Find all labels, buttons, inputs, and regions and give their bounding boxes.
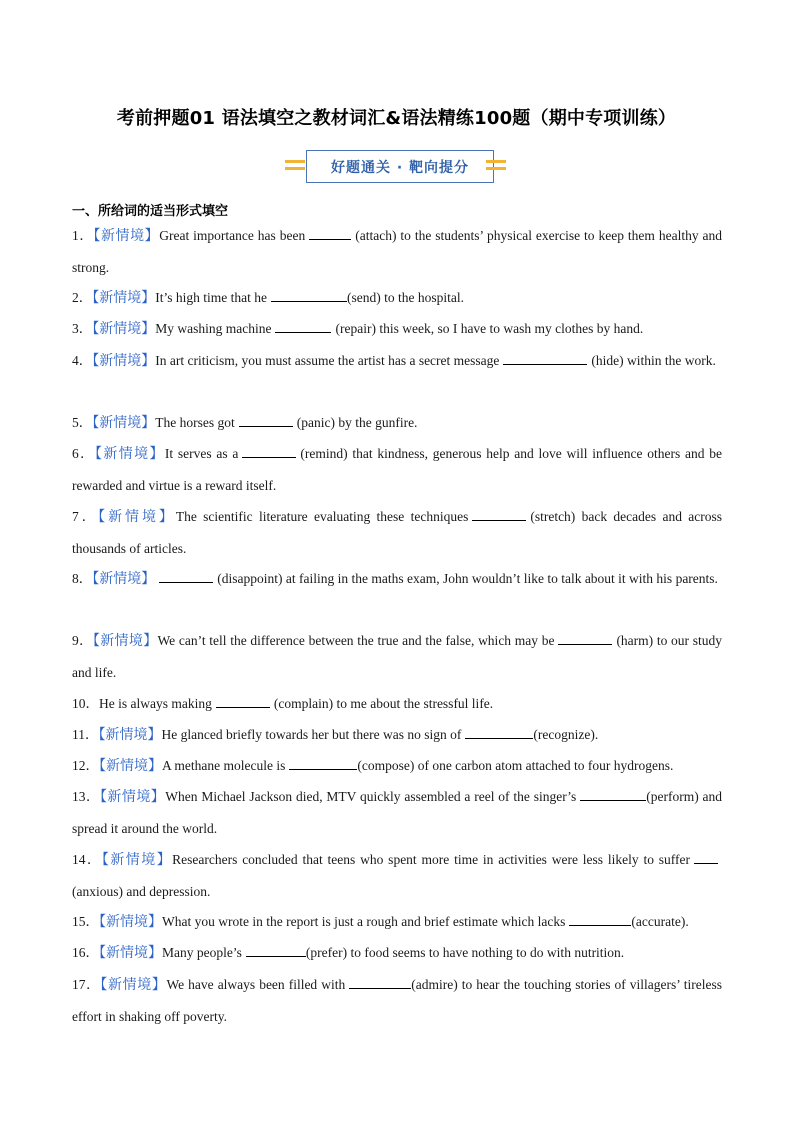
question-17: 17．【新情境】We have always been filled with (admire) to hear the touching stories of villagers’ tireless effort in shaking off poverty. [72, 969, 722, 1032]
question-10: 10．He is always making (complain) to me about the stressful life. [72, 688, 722, 719]
question-13: 13．【新情境】When Michael Jackson died, MTV quickly assembled a reel of the singer’s (perform) and spread it around the world. [72, 781, 722, 844]
question-11: 11．【新情境】He glanced briefly towards her but there was no sign of (recognize). [72, 719, 722, 751]
question-15: 15．【新情境】What you wrote in the report is just a rough and brief estimate which lacks (accurate). [72, 906, 722, 938]
banner-right-decoration-icon [486, 158, 506, 174]
answer-blank[interactable] [472, 506, 526, 521]
new-context-tag: 【新情境】 [101, 852, 173, 868]
answer-blank[interactable] [309, 225, 351, 240]
answer-blank[interactable] [349, 974, 411, 989]
section-heading: 一、所给词的适当形式填空 [72, 204, 229, 219]
new-context-tag: 【新情境】 [100, 977, 167, 993]
question-9: 9．【新情境】We can’t tell the difference between the true and the false, which may be (harm) to our study and life. [72, 625, 722, 688]
answer-blank[interactable] [216, 693, 270, 708]
new-context-tag: 【新情境】 [98, 509, 176, 525]
new-context-tag: 【新情境】 [95, 446, 165, 462]
banner: 好题通关 · 靶向提分 [306, 150, 494, 183]
page-title: 考前押题01 语法填空之教材词汇&语法精练100题（期中专项训练） [116, 108, 677, 129]
question-12: 12．【新情境】A methane molecule is (compose) of one carbon atom attached to four hydrogens. [72, 750, 722, 782]
new-context-tag: 【新情境】 [92, 353, 156, 369]
answer-blank[interactable] [289, 755, 357, 770]
answer-blank[interactable] [275, 318, 331, 333]
answer-blank[interactable] [694, 849, 718, 864]
question-2: 2．【新情境】It’s high time that he (send) to the hospital. [72, 282, 722, 314]
new-context-tag: 【新情境】 [92, 415, 156, 431]
answer-blank[interactable] [503, 350, 587, 365]
question-6: 6．【新情境】It serves as a (remind) that kindness, generous help and love will influence others and be rewarded and virtue is a reward itself. [72, 438, 722, 501]
banner-left-decoration-icon [285, 158, 305, 174]
new-context-tag: 【新情境】 [93, 228, 160, 244]
question-7: 7．【新情境】The scientific literature evaluating these techniques (stretch) back decades and across thousands of articles. [72, 501, 722, 564]
new-context-tag: 【新情境】 [99, 945, 162, 961]
answer-blank[interactable] [246, 942, 306, 957]
new-context-tag: 【新情境】 [99, 758, 162, 774]
new-context-tag: 【新情境】 [92, 290, 156, 306]
question-16: 16．【新情境】Many people’s (prefer) to food seems to have nothing to do with nutrition. [72, 937, 722, 969]
new-context-tag: 【新情境】 [98, 727, 162, 743]
question-5: 5．【新情境】The horses got (panic) by the gunfire. [72, 407, 722, 439]
new-context-tag: 【新情境】 [99, 914, 162, 930]
answer-blank[interactable] [242, 443, 296, 458]
new-context-tag: 【新情境】 [92, 633, 158, 649]
new-context-tag: 【新情境】 [92, 571, 156, 587]
question-3: 3．【新情境】My washing machine (repair) this week, so I have to wash my clothes by hand. [72, 313, 722, 345]
answer-blank[interactable] [558, 630, 612, 645]
question-14: 14．【新情境】Researchers concluded that teens who spent more time in activities were less likely to suffer(anxious) and depression. [72, 844, 722, 907]
answer-blank[interactable] [271, 287, 347, 302]
question-8: 8．【新情境】 (disappoint) at failing in the maths exam, John wouldn’t like to talk about it with his parents. [72, 563, 722, 595]
new-context-tag: 【新情境】 [99, 789, 166, 805]
new-context-tag: 【新情境】 [92, 321, 156, 337]
answer-blank[interactable] [465, 724, 533, 739]
answer-blank[interactable] [580, 786, 646, 801]
question-4: 4．【新情境】In art criticism, you must assume the artist has a secret message (hide) within the work. [72, 345, 722, 377]
answer-blank[interactable] [569, 911, 631, 926]
answer-blank[interactable] [159, 568, 213, 583]
question-1: 1．【新情境】Great importance has been (attach) to the students’ physical exercise to keep them healthy and strong. [72, 220, 722, 283]
answer-blank[interactable] [239, 412, 293, 427]
